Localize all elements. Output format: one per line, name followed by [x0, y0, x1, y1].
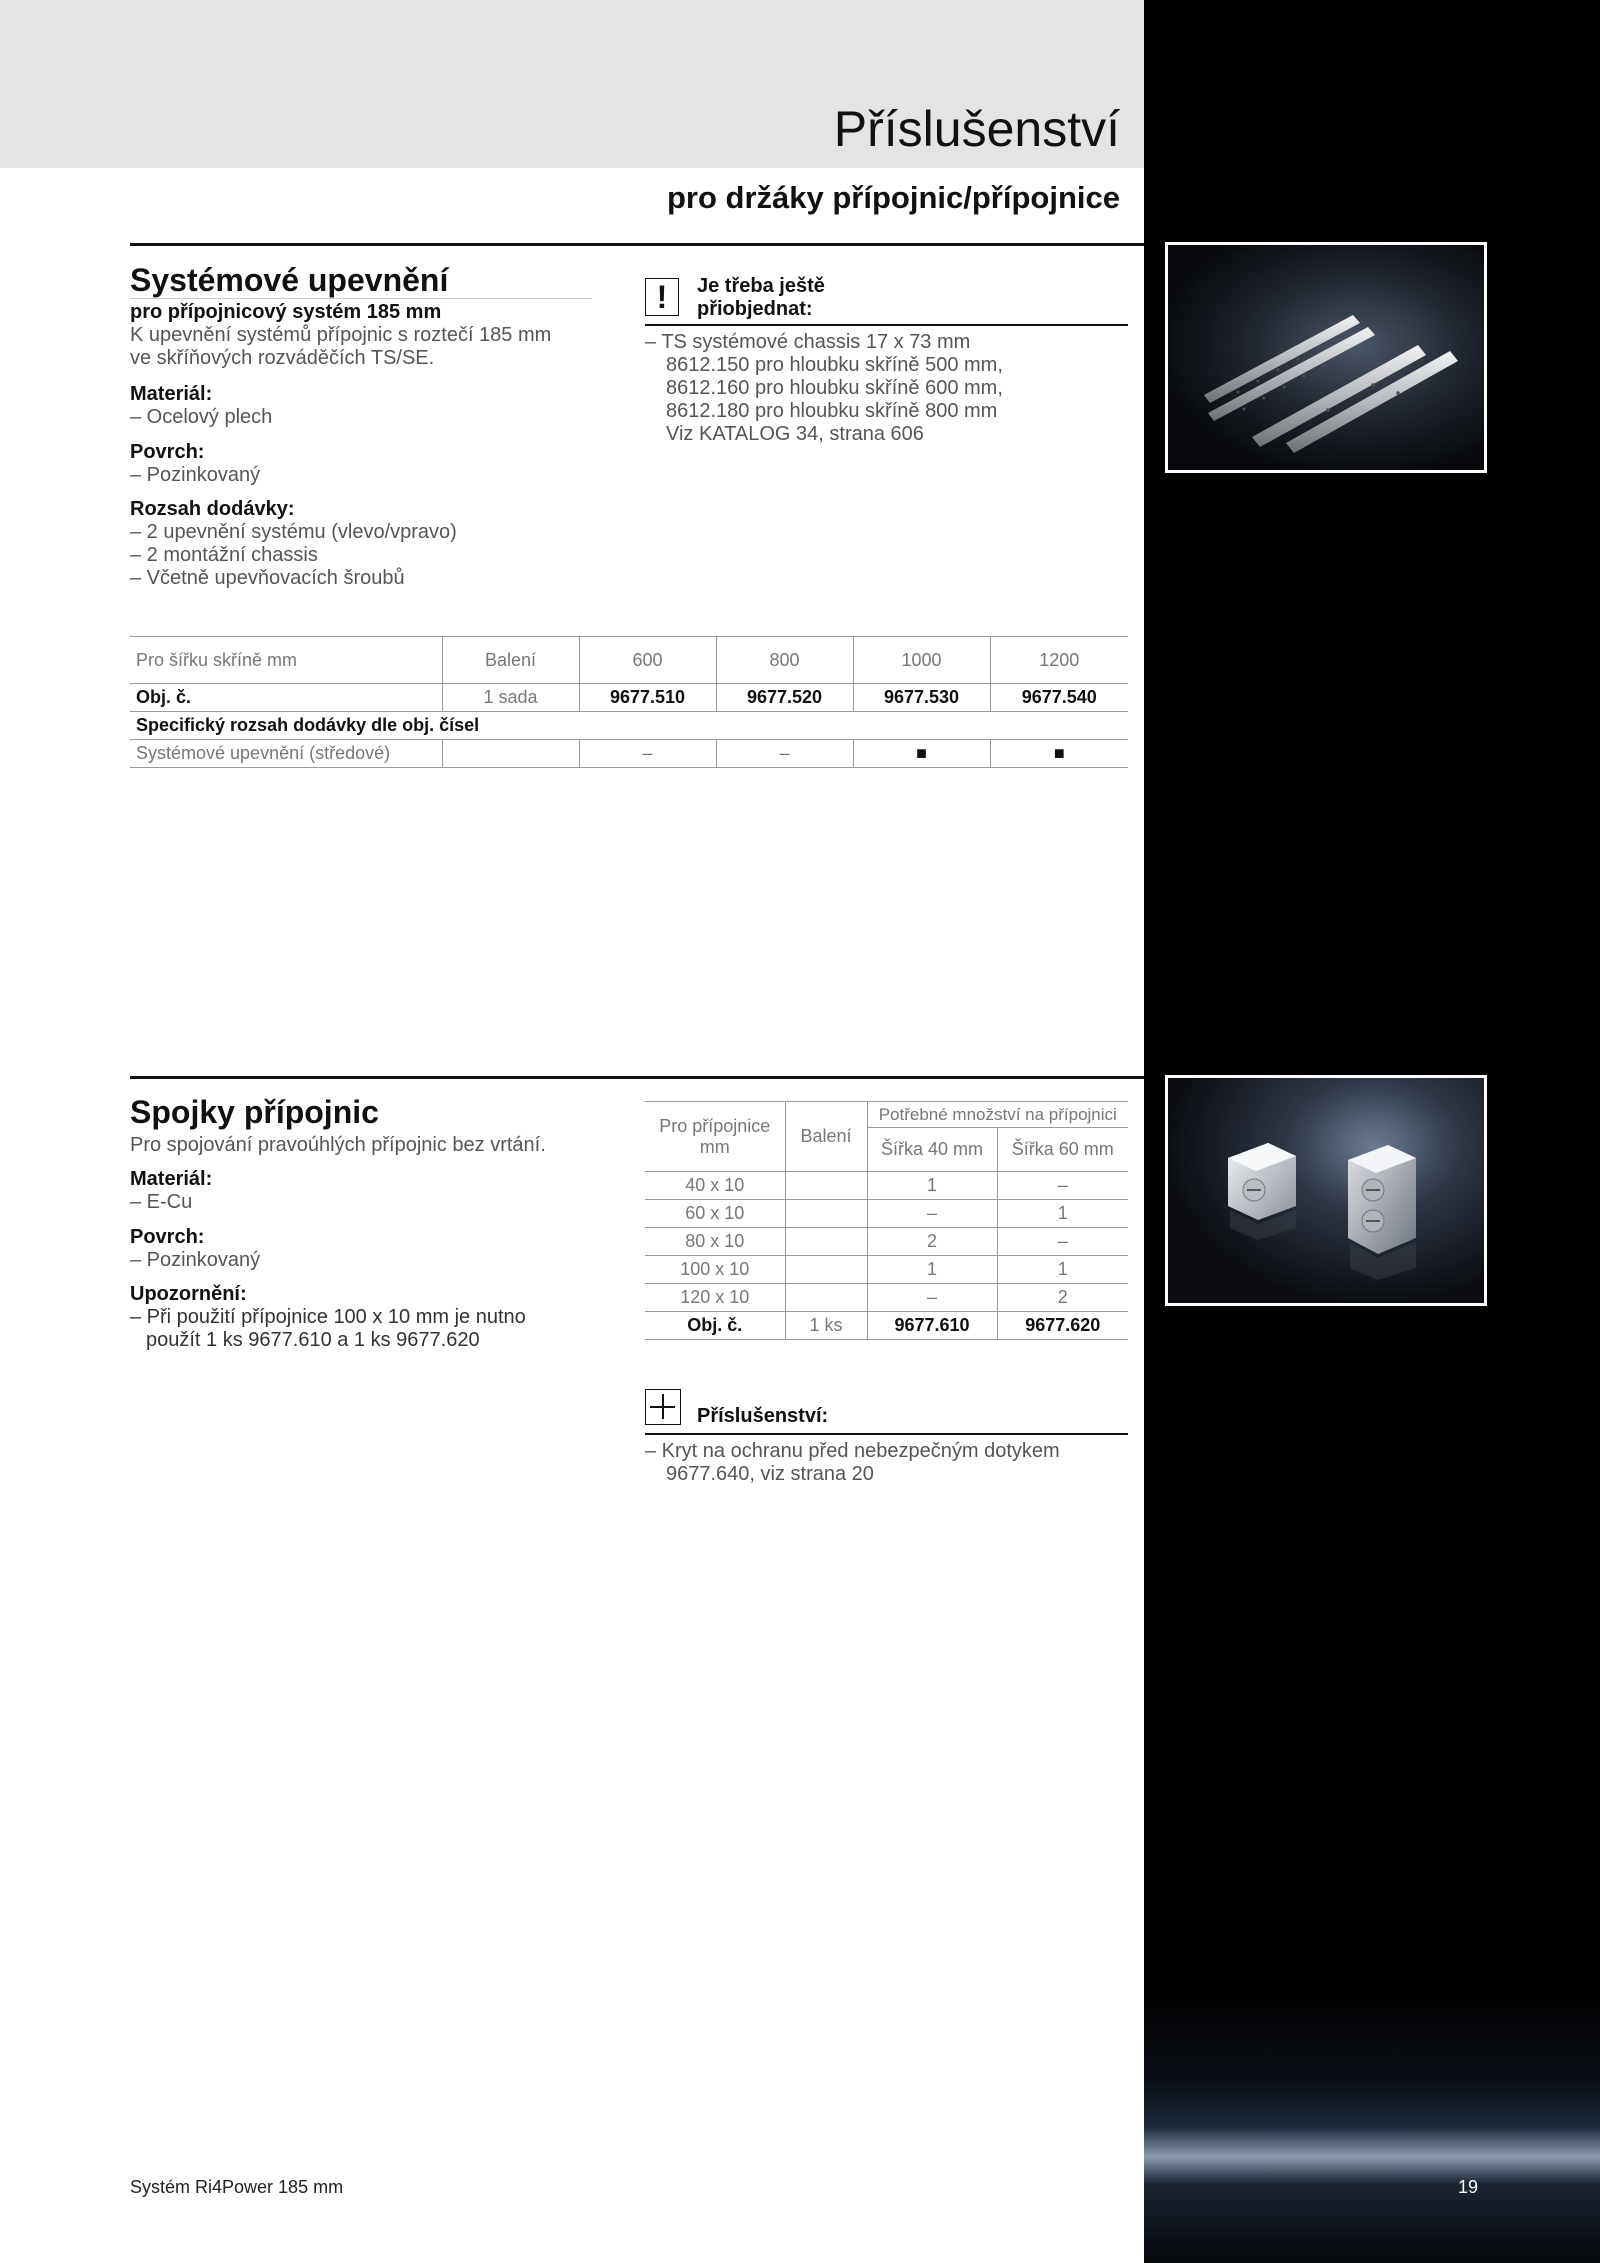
table-header-row [645, 1102, 1128, 1128]
table-row [130, 684, 1128, 712]
table-header-row [130, 637, 1128, 684]
surface-label: Povrch: [130, 441, 205, 463]
connectors-illustration [1168, 1078, 1484, 1303]
header-cell: 1000 [853, 637, 990, 684]
accessory-heading: Příslušenství: [697, 1405, 829, 1427]
warning-label: Upozornění: [130, 1283, 247, 1305]
plus-icon [645, 1389, 681, 1425]
divider [130, 298, 592, 299]
table-row [645, 1312, 1128, 1340]
notice-line: 8612.180 pro hloubku skříně 800 mm [666, 400, 998, 422]
table-cell: 40 x 10 [645, 1172, 785, 1200]
header-cell: 800 [716, 637, 853, 684]
plus-icon-bar [662, 1394, 664, 1419]
quantity-table-busbar-connectors [645, 1101, 1128, 1340]
section-description [130, 324, 551, 370]
table-cell: Systémové upevnění (středové) [130, 740, 442, 768]
header-cell: Balení [442, 637, 579, 684]
table-cell: ■ [853, 740, 990, 768]
section-subtitle: pro přípojnicový systém 185 mm [130, 301, 442, 323]
accessory-rule [645, 1433, 1128, 1435]
table-cell: 1 [867, 1256, 997, 1284]
material-label: Materiál: [130, 383, 213, 405]
rails-illustration [1168, 245, 1484, 470]
table-row [645, 1228, 1128, 1256]
exclamation-icon: ! [645, 278, 679, 316]
product-photo-system-mount [1165, 242, 1487, 473]
scope-item: – 2 upevnění systému (vlevo/vpravo) [130, 521, 457, 543]
order-number: 9677.520 [716, 684, 853, 712]
table-cell [785, 1200, 867, 1228]
table-cell: 2 [997, 1284, 1128, 1312]
section-description: Pro spojování pravoúhlých přípojnic bez vrtání. [130, 1134, 546, 1156]
table-row [130, 712, 1128, 740]
table-row [645, 1284, 1128, 1312]
table-row [645, 1172, 1128, 1200]
table-row [645, 1200, 1128, 1228]
table-row [645, 1256, 1128, 1284]
table-cell: – [716, 740, 853, 768]
header-cell: Pro přípojnice mm [645, 1102, 785, 1172]
description-line: K upevnění systémů přípojnic s roztečí 185 mm [130, 324, 552, 346]
scope-label: Rozsah dodávky: [130, 498, 295, 520]
page-number: 19 [1458, 2177, 1479, 2197]
page-subtitle: pro držáky přípojnic/přípojnice [666, 180, 1120, 215]
material-item: – E-Cu [130, 1191, 193, 1213]
table-cell: – [997, 1228, 1128, 1256]
warning-line: – Při použití přípojnice 100 x 10 mm je nutno [130, 1306, 526, 1328]
table-cell: – [867, 1200, 997, 1228]
table-cell [785, 1284, 867, 1312]
table-row [130, 740, 1128, 768]
notice-heading-line: přiobjednat: [697, 298, 813, 320]
header-cell: Pro šířku skříně mm [130, 637, 442, 684]
order-number: 9677.540 [990, 684, 1128, 712]
table-cell: – [997, 1172, 1128, 1200]
notice-line: 8612.150 pro hloubku skříně 500 mm, [666, 354, 1003, 376]
table-cell: – [579, 740, 716, 768]
surface-item: – Pozinkovaný [130, 1249, 261, 1271]
order-number: 9677.510 [579, 684, 716, 712]
table-cell: 80 x 10 [645, 1228, 785, 1256]
surface-label: Povrch: [130, 1226, 205, 1248]
order-table-system-mount [130, 636, 1128, 768]
table-cell [785, 1228, 867, 1256]
table-cell [785, 1256, 867, 1284]
header-cell: 600 [579, 637, 716, 684]
footer-text: Systém Ri4Power 185 mm [130, 2177, 344, 2197]
notice-heading-line: Je třeba ještě [697, 275, 825, 297]
accessory-line: 9677.640, viz strana 20 [666, 1463, 874, 1485]
table-cell: 60 x 10 [645, 1200, 785, 1228]
header-cell: Šířka 60 mm [997, 1128, 1128, 1172]
scope-item: – 2 montážní chassis [130, 544, 318, 566]
header-cell: Balení [785, 1102, 867, 1172]
table-cell: 1 [997, 1256, 1128, 1284]
accessory-line: – Kryt na ochranu před nebezpečným dotykem [645, 1440, 1060, 1462]
order-label: Obj. č. [645, 1312, 785, 1340]
notice-line: Viz KATALOG 34, strana 606 [666, 423, 924, 445]
order-number: 9677.530 [853, 684, 990, 712]
header-cell: 1200 [990, 637, 1128, 684]
table-cell: 1 sada [442, 684, 579, 712]
order-label: Obj. č. [130, 684, 442, 712]
warning-line: použít 1 ks 9677.610 a 1 ks 9677.620 [146, 1329, 480, 1351]
section-title: Systémové upevnění [130, 262, 449, 298]
material-item: – Ocelový plech [130, 406, 273, 428]
order-number: 9677.610 [867, 1312, 997, 1340]
surface-item: – Pozinkovaný [130, 464, 261, 486]
product-photo-busbar-connectors [1165, 1075, 1487, 1306]
description-line: ve skříňových rozváděčích TS/SE. [130, 347, 435, 369]
section-rule [130, 1076, 1144, 1079]
material-label: Materiál: [130, 1168, 213, 1190]
table-cell: 1 [867, 1172, 997, 1200]
table-cell [785, 1172, 867, 1200]
notice-rule [645, 324, 1128, 326]
table-cell: 2 [867, 1228, 997, 1256]
table-cell: ■ [990, 740, 1128, 768]
scope-list [130, 521, 457, 590]
table-cell [442, 740, 579, 768]
header-cell-group: Potřebné množství na přípojnici [867, 1102, 1128, 1128]
table-cell: 1 ks [785, 1312, 867, 1340]
scope-item: – Včetně upevňovacích šroubů [130, 567, 405, 589]
page-title: Příslušenství [833, 101, 1120, 157]
header-cell: Šířka 40 mm [867, 1128, 997, 1172]
notice-line: – TS systémové chassis 17 x 73 mm [645, 331, 971, 353]
section-title: Spojky přípojnic [130, 1094, 379, 1130]
accessory-text [645, 1440, 1060, 1486]
table-cell: 1 [997, 1200, 1128, 1228]
table-cell: – [867, 1284, 997, 1312]
notice-line: 8612.160 pro hloubku skříně 600 mm, [666, 377, 1003, 399]
section-rule [130, 243, 1144, 246]
specific-scope-label: Specifický rozsah dodávky dle obj. čísel [130, 712, 1128, 740]
table-cell: 100 x 10 [645, 1256, 785, 1284]
notice-heading [697, 275, 825, 321]
order-number: 9677.620 [997, 1312, 1128, 1340]
warning-text [130, 1306, 526, 1352]
table-cell: 120 x 10 [645, 1284, 785, 1312]
notice-text [645, 331, 1003, 446]
